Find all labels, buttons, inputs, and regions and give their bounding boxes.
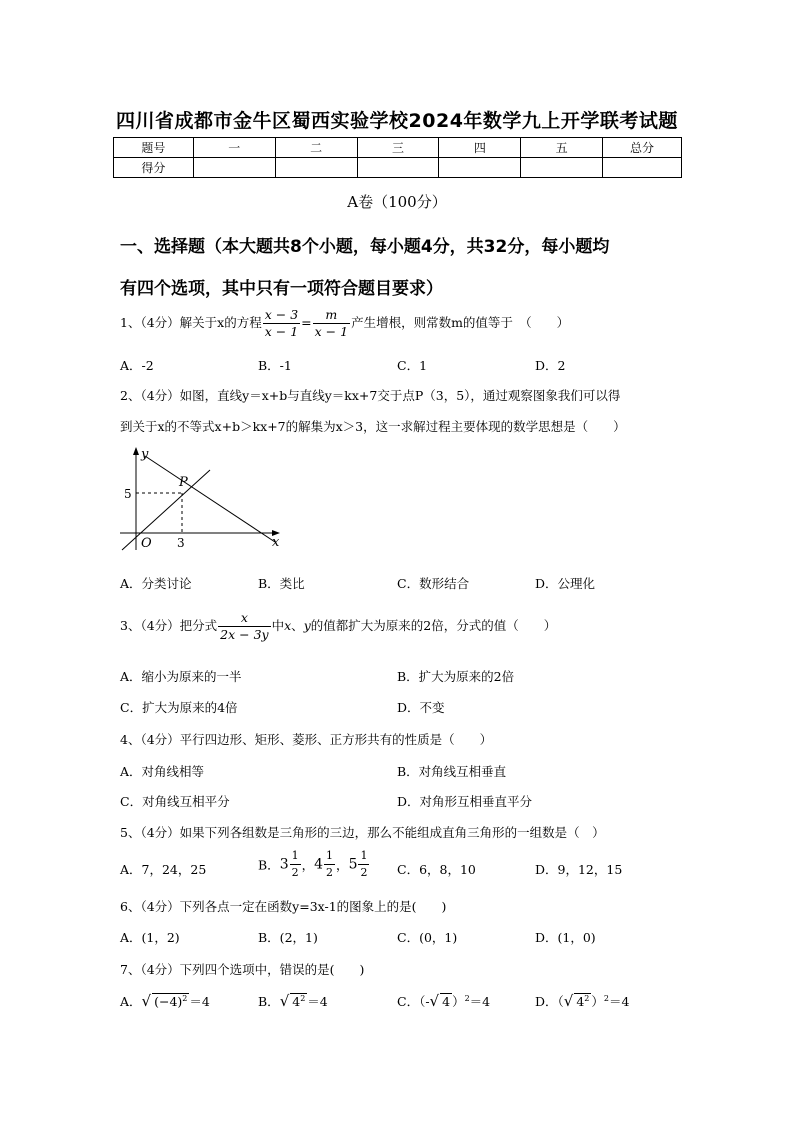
q7-d-result: ＝4 <box>609 994 630 1009</box>
question-2-line1: 2、（4分）如图，直线y＝x+b与直线y＝kx+7交于点P（3，5），通过观察图象我们可以得 <box>120 388 621 403</box>
section-1-heading-line1: 一、选择题（本大题共8个小题，每小题4分，共32分，每小题均 <box>120 237 610 257</box>
figure-point-p-label: P <box>179 475 188 490</box>
q4-option-d: D．对角形互相垂直平分 <box>397 794 533 809</box>
mixed-num: 1 <box>290 848 301 865</box>
score-table-score-row <box>114 158 682 178</box>
q7-a-exp: 2 <box>182 993 188 1003</box>
mixed-den: 2 <box>360 866 368 879</box>
q7-a-result: ＝4 <box>189 994 210 1009</box>
mixed-fraction <box>324 848 335 881</box>
q7-option-d <box>535 992 629 1010</box>
q7-c-close: ） <box>452 994 465 1009</box>
sqrt-icon: √ <box>141 992 152 1010</box>
q5-option-d: D．9，12，15 <box>535 862 623 877</box>
question-4: 4、（4分）平行四边形、矩形、菱形、正方形共有的性质是（ ） <box>120 732 493 747</box>
q7-a-radicand <box>152 993 189 1009</box>
score-cell: 得分 <box>114 158 194 178</box>
score-cell: 二 <box>275 138 357 158</box>
q5-mixed-number-1 <box>280 848 302 881</box>
score-cell: 一 <box>193 138 275 158</box>
q7-c-result: ＝4 <box>469 994 491 1009</box>
q7-d-inner-exp: 2 <box>584 993 590 1003</box>
q7-option-a <box>120 992 210 1010</box>
q3-option-b: B．扩大为原来的2倍 <box>397 669 515 684</box>
mixed-den: 2 <box>291 866 299 879</box>
q4-option-a: A．对角线相等 <box>120 764 205 779</box>
q3-frac-num: x <box>218 610 270 627</box>
q7-c-exp: 2 <box>464 993 470 1003</box>
q7-d-exp: 2 <box>603 993 609 1003</box>
q5-sep: ， <box>301 857 315 873</box>
figure-x-label: x <box>272 535 280 550</box>
q5-mixed-number-3 <box>349 848 371 881</box>
q1-option-d: D．2 <box>535 358 566 373</box>
q3-option-c: C．扩大为原来的4倍 <box>120 700 238 715</box>
y-axis-arrow <box>133 447 139 455</box>
score-input-cell <box>193 158 275 178</box>
score-table <box>113 137 682 178</box>
q7-a-inner: (−4) <box>154 994 183 1009</box>
q7-option-c <box>397 992 490 1010</box>
mixed-num: 1 <box>324 848 335 865</box>
q7-c-radicand <box>440 993 452 1009</box>
q5-option-c: C．6，8，10 <box>397 862 476 877</box>
line-y-x-plus-b <box>122 470 210 550</box>
q1-equals: = <box>301 315 312 330</box>
figure-origin-label: O <box>141 536 152 551</box>
q3-frac-den: 2x − 3y <box>220 627 269 642</box>
q3-var-x: x <box>284 618 292 633</box>
q7-d-inner: 4 <box>576 994 585 1009</box>
question-3 <box>120 610 556 643</box>
mixed-whole: 4 <box>314 856 324 873</box>
line-y-kx-plus-7 <box>145 456 275 542</box>
question-5: 5、（4分）如果下列各组数是三角形的三边，那么不能组成直角三角形的一组数是（ ） <box>120 825 605 840</box>
q7-c-label: C．（- <box>397 994 430 1009</box>
q1-frac2-den: x − 1 <box>314 324 349 339</box>
figure-y-label: y <box>141 447 149 462</box>
question-1 <box>120 307 569 340</box>
score-input-cell <box>439 158 521 178</box>
q7-c-inner: 4 <box>442 994 451 1009</box>
q6-option-a: A．(1，2) <box>120 930 180 945</box>
mixed-num: 1 <box>358 848 369 865</box>
question-2-line2: 到关于x的不等式x+b＞kx+7的解集为x＞3，这一求解过程主要体现的数学思想是（ ） <box>120 419 626 434</box>
figure-x-tick-3: 3 <box>177 536 185 550</box>
q3-mid: 中 <box>271 618 285 633</box>
q7-b-label: B． <box>258 994 280 1009</box>
q1-frac1-num: x − 3 <box>264 307 299 322</box>
q5-option-b <box>258 848 370 881</box>
q3-fraction <box>218 610 270 643</box>
mixed-fraction <box>358 848 369 881</box>
q7-option-b <box>258 992 328 1010</box>
sqrt-icon: √ <box>563 992 574 1010</box>
question-6: 6、（4分）下列各点一定在函数y=3x-1的图象上的是( ) <box>120 899 447 914</box>
q7-b-inner: 4 <box>292 994 301 1009</box>
q2-option-c: C．数形结合 <box>397 576 470 591</box>
q7-b-exp: 2 <box>300 993 306 1003</box>
q7-d-radicand <box>574 993 591 1009</box>
q3-option-d: D．不变 <box>397 700 445 715</box>
q2-option-a: A．分类讨论 <box>120 576 192 591</box>
q7-d-label: D．（ <box>535 994 564 1009</box>
q3-prefix: 3、（4分）把分式 <box>120 618 218 633</box>
q3-sep: 、 <box>291 618 304 633</box>
score-input-cell <box>521 158 603 178</box>
q1-suffix: 产生增根，则常数m的值等于 （ ） <box>351 315 570 330</box>
score-input-cell <box>357 158 439 178</box>
score-cell: 总分 <box>603 138 682 158</box>
q1-fraction-left <box>263 307 300 340</box>
q3-var-y: y <box>303 618 311 633</box>
q1-fraction-right <box>313 307 350 340</box>
score-input-cell <box>275 158 357 178</box>
sqrt-icon: √ <box>429 992 440 1010</box>
q2-figure <box>112 446 287 556</box>
score-cell: 三 <box>357 138 439 158</box>
q6-option-d: D．(1，0) <box>535 930 596 945</box>
q2-option-d: D．公理化 <box>535 576 596 591</box>
section-1-heading-line2: 有四个选项，其中只有一项符合题目要求） <box>120 279 443 299</box>
q4-option-c: C．对角线互相平分 <box>120 794 230 809</box>
q7-b-result: ＝4 <box>307 994 328 1009</box>
mixed-fraction <box>290 848 301 881</box>
q1-option-b: B．-1 <box>258 358 292 373</box>
score-cell: 四 <box>439 138 521 158</box>
section-a-title: A卷（100分） <box>347 193 447 211</box>
q5-sep: ， <box>336 857 349 873</box>
q1-option-c: C．1 <box>397 358 428 373</box>
mixed-den: 2 <box>326 866 334 879</box>
q2-option-b: B．类比 <box>258 576 305 591</box>
mixed-whole: 5 <box>348 856 358 873</box>
score-cell: 题号 <box>114 138 194 158</box>
q7-a-label: A． <box>120 994 142 1009</box>
q6-option-c: C．(0，1) <box>397 930 458 945</box>
q3-suffix: 的值都扩大为原来的2倍，分式的值（ ） <box>310 618 557 633</box>
sqrt-icon: √ <box>279 992 290 1010</box>
score-table-header-row <box>114 138 682 158</box>
q6-option-b: B．(2，1) <box>258 930 318 945</box>
q3-option-a: A．缩小为原来的一半 <box>120 669 242 684</box>
q5-option-a: A．7，24，25 <box>120 862 207 877</box>
q1-option-a: A．-2 <box>120 358 154 373</box>
figure-y-tick-5: 5 <box>124 487 132 501</box>
question-7: 7、（4分）下列四个选项中，错误的是( ) <box>120 962 365 977</box>
score-input-cell <box>603 158 682 178</box>
q4-option-b: B．对角线互相垂直 <box>397 764 507 779</box>
mixed-whole: 3 <box>279 856 289 873</box>
q7-b-radicand <box>290 993 307 1009</box>
q1-frac1-den: x − 1 <box>264 324 299 339</box>
q7-d-close: ） <box>591 994 604 1009</box>
exam-title: 四川省成都市金牛区蜀西实验学校2024年数学九上开学联考试题 <box>116 110 678 132</box>
q5-option-b-label: B． <box>258 857 280 873</box>
q5-mixed-number-2 <box>314 848 336 881</box>
score-cell: 五 <box>521 138 603 158</box>
q1-prefix: 1、（4分）解关于x的方程 <box>120 315 262 330</box>
q1-frac2-num: m <box>313 307 350 324</box>
